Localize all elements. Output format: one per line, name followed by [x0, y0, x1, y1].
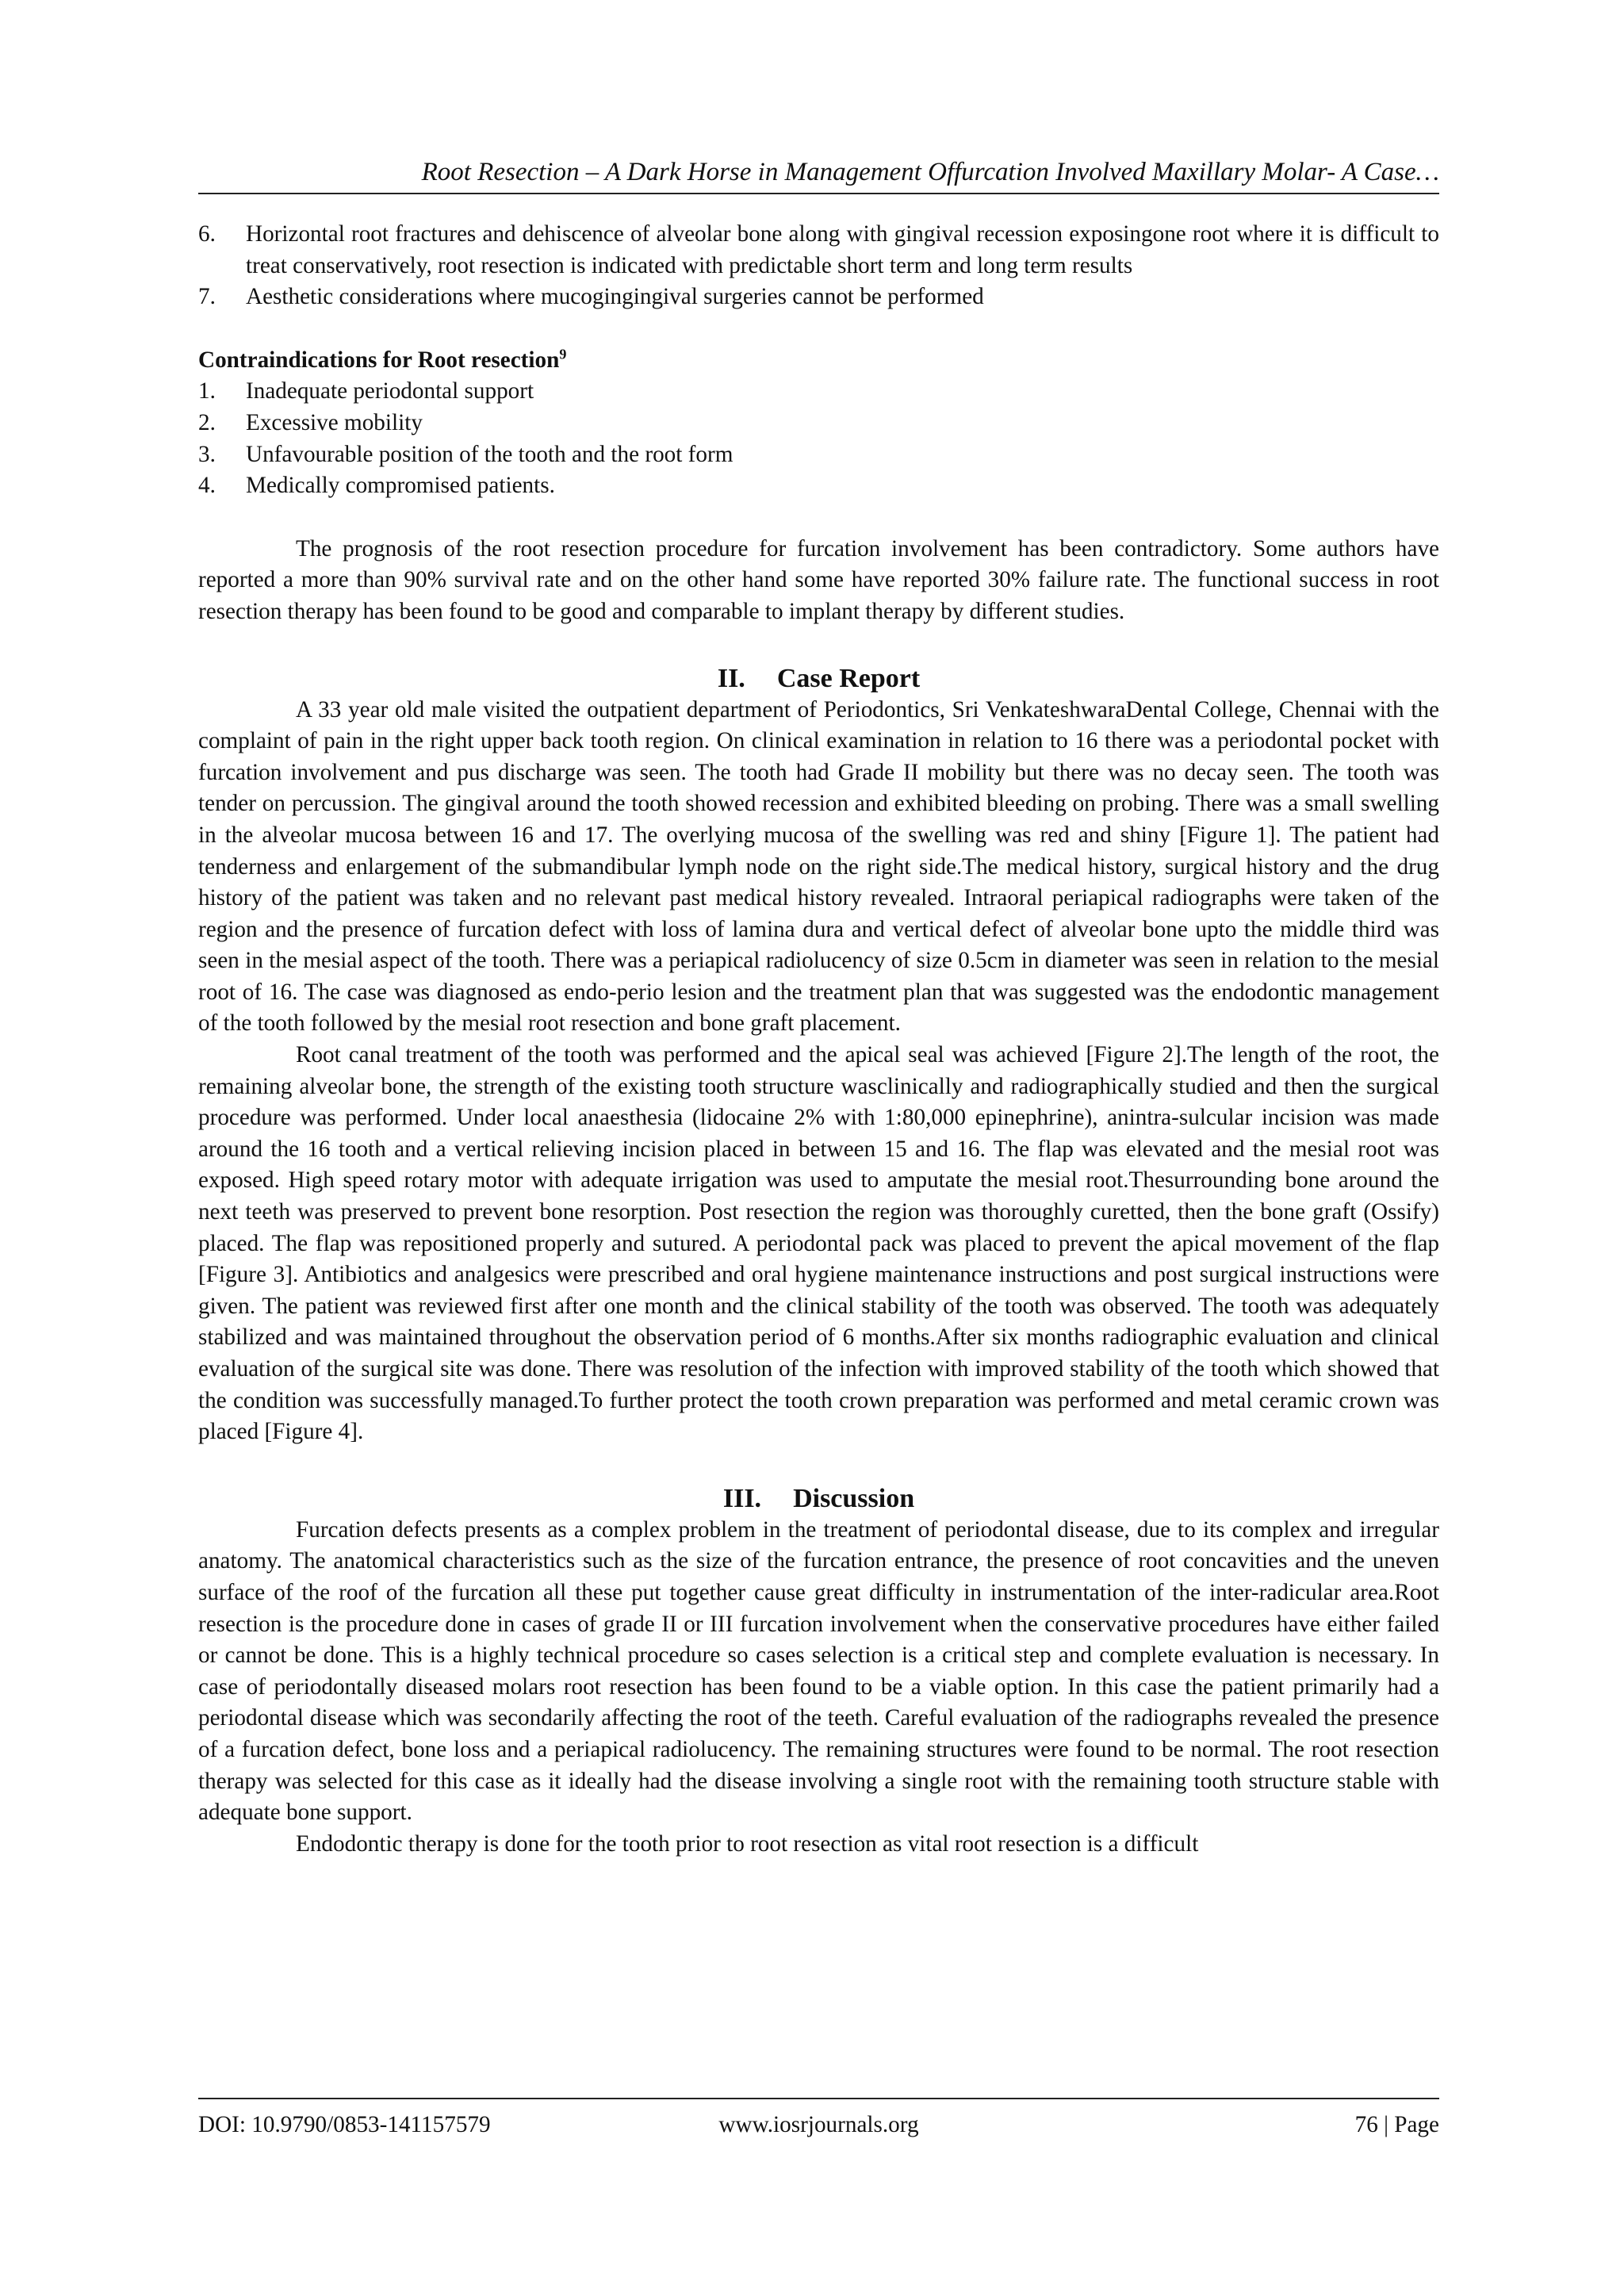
contraindications-heading-text: Contraindications for Root resection — [198, 347, 560, 373]
list-item-number: 4. — [198, 473, 216, 499]
reference-superscript: 9 — [559, 346, 567, 362]
case-report-paragraph: A 33 year old male visited the outpatient department of Periodontics, Sri VenkateshwaraDental College, Chennai with the complaint of pain in the right upper back tooth region. On clinical examination in relation to 16 there was a periodontal pocket with furcation involvement and pus discharge was seen. The tooth had Grade II mobility but there was no decay seen. The tooth was tender on percussion. The gingival around the tooth showed recession and exhibited bleeding on probing. There was a small swelling in the alveolar mucosa between 16 and 17. The overlying mucosa of the swelling was red and shiny [Figure 1]. The patient had tenderness and enlargement of the submandibular lymph node on the right side.The medical history, surgical history and the drug history of the patient was taken and no relevant past medical history revealed. Intraoral periapical radiographs were taken of the region and the presence of furcation defect with loss of lamina dura and vertical defect of alveolar bone upto the middle third was seen in the mesial aspect of the tooth. There was a periapical radiolucency of size 0.5cm in diameter was seen in relation to the mesial root of 16. The case was diagnosed as endo-perio lesion and the treatment plan that was suggested was the endodontic management of the tooth followed by the mesial root resection and bone graft placement. — [198, 696, 1439, 1037]
list-item-number: 7. — [198, 284, 216, 310]
list-item — [198, 439, 1439, 471]
footer-page-number: 76 | Page — [1354, 2112, 1439, 2137]
footer-rule — [198, 2098, 1439, 2099]
list-item — [198, 408, 1439, 439]
prognosis-paragraph: The prognosis of the root resection procedure for furcation involvement has been contradictory. Some authors have reported a more than 90% survival rate and on the other hand some have reported 30% failure rate. The functional success in root resection therapy has been found to be good and comparable to implant therapy by different studies. — [198, 535, 1439, 624]
section-heading-discussion — [198, 1483, 1439, 1515]
list-item-number: 3. — [198, 441, 216, 467]
header-rule — [198, 193, 1439, 194]
discussion-paragraph: Furcation defects presents as a complex problem in the treatment of periodontal disease, due to its complex and irregular anatomy. The anatomical characteristics such as the size of the furcation entrance, the presence of root concavities and the uneven surface of the roof of the furcation all these put together cause great difficulty in instrumentation of the inter-radicular area.Root resection is the procedure done in cases of grade II or III furcation involvement when the conservative procedures have either failed or cannot be done. This is a highly technical procedure so cases selection is a critical step and complete evaluation is necessary. In case of periodontally diseased molars root resection has been found to be a viable option. In this case the patient primarily had a periodontal disease which was secondarily affecting the root of the teeth. Careful evaluation of the radiographs revealed the presence of a furcation defect, bone loss and a periapical radiolucency. The remaining structures were found to be normal. The root resection therapy was selected for this case as it ideally had the disease involving a single root with the remaining tooth structure stable with adequate bone support. — [198, 1516, 1439, 1826]
page-footer — [198, 2110, 1439, 2140]
contraindications-heading — [198, 345, 1439, 377]
list-item — [198, 219, 1439, 282]
running-title: Root Resection – A Dark Horse in Management Offurcation Involved Maxillary Molar- A Case… — [421, 158, 1439, 186]
case-report-paragraph: Root canal treatment of the tooth was performed and the apical seal was achieved [Figure 2].The length of the root, the remaining alveolar bone, the strength of the existing tooth structure wasclinically and radiographically studied and then the surgical procedure was performed. Under local anaesthesia (lidocaine 2% with 1:80,000 epinephrine), anintra-sulcular incision was made around the 16 tooth and a vertical relieving incision placed in between 15 and 16. The flap was elevated and the mesial root was exposed. High speed rotary motor with adequate irrigation was used to amputate the mesial root.Thesurrounding bone around the next teeth was preserved to prevent bone resorption. Post resection the region was thoroughly curetted, then the bone graft (Ossify) placed. The flap was repositioned properly and sutured. A periodontal pack was placed to prevent the apical movement of the flap [Figure 3]. Antibiotics and analgesics were prescribed and oral hygiene maintenance instructions and post surgical instructions were given. The patient was reviewed first after one month and the clinical stability of the tooth was observed. The tooth was adequately stabilized and was maintained throughout the observation period of 6 months.After six months radiographic evaluation and clinical evaluation of the surgical site was done. There was resolution of the infection with improved stability of the tooth which showed that the condition was successfully managed.To further protect the tooth crown preparation was performed and metal ceramic crown was placed [Figure 4]. — [198, 1042, 1439, 1445]
list-item — [198, 376, 1439, 408]
list-item-text: Horizontal root fractures and dehiscence of alveolar bone along with gingival recession exposingone root where it is difficult to treat conservatively, root resection is indicated with predictable short term and long term results — [246, 221, 1439, 278]
section-title: Discussion — [793, 1483, 915, 1513]
contraindications-list — [198, 376, 1439, 501]
footer-website: www.iosrjournals.org — [718, 2112, 919, 2137]
list-item-text: Medically compromised patients. — [246, 473, 555, 499]
list-item-number: 2. — [198, 409, 216, 435]
list-item — [198, 282, 1439, 313]
list-item-number: 1. — [198, 378, 216, 404]
list-item-text: Excessive mobility — [246, 409, 423, 435]
list-item — [198, 470, 1439, 502]
article-body — [198, 219, 1439, 1860]
footer-doi: DOI: 10.9790/0853-141157579 — [198, 2112, 491, 2137]
list-item-text: Aesthetic considerations where mucogingingival surgeries cannot be performed — [246, 284, 984, 310]
discussion-paragraph: Endodontic therapy is done for the tooth prior to root resection as vital root resection is a difficult — [296, 1830, 1199, 1857]
section-number: II. — [717, 663, 745, 693]
list-item-text: Inadequate periodontal support — [246, 378, 534, 404]
section-number: III. — [722, 1483, 762, 1513]
list-item-text: Unfavourable position of the tooth and the root form — [246, 441, 733, 467]
section-heading-case-report — [198, 663, 1439, 695]
list-item-number: 6. — [198, 221, 216, 247]
section-title: Case Report — [776, 663, 921, 693]
indications-list-continued — [198, 219, 1439, 313]
